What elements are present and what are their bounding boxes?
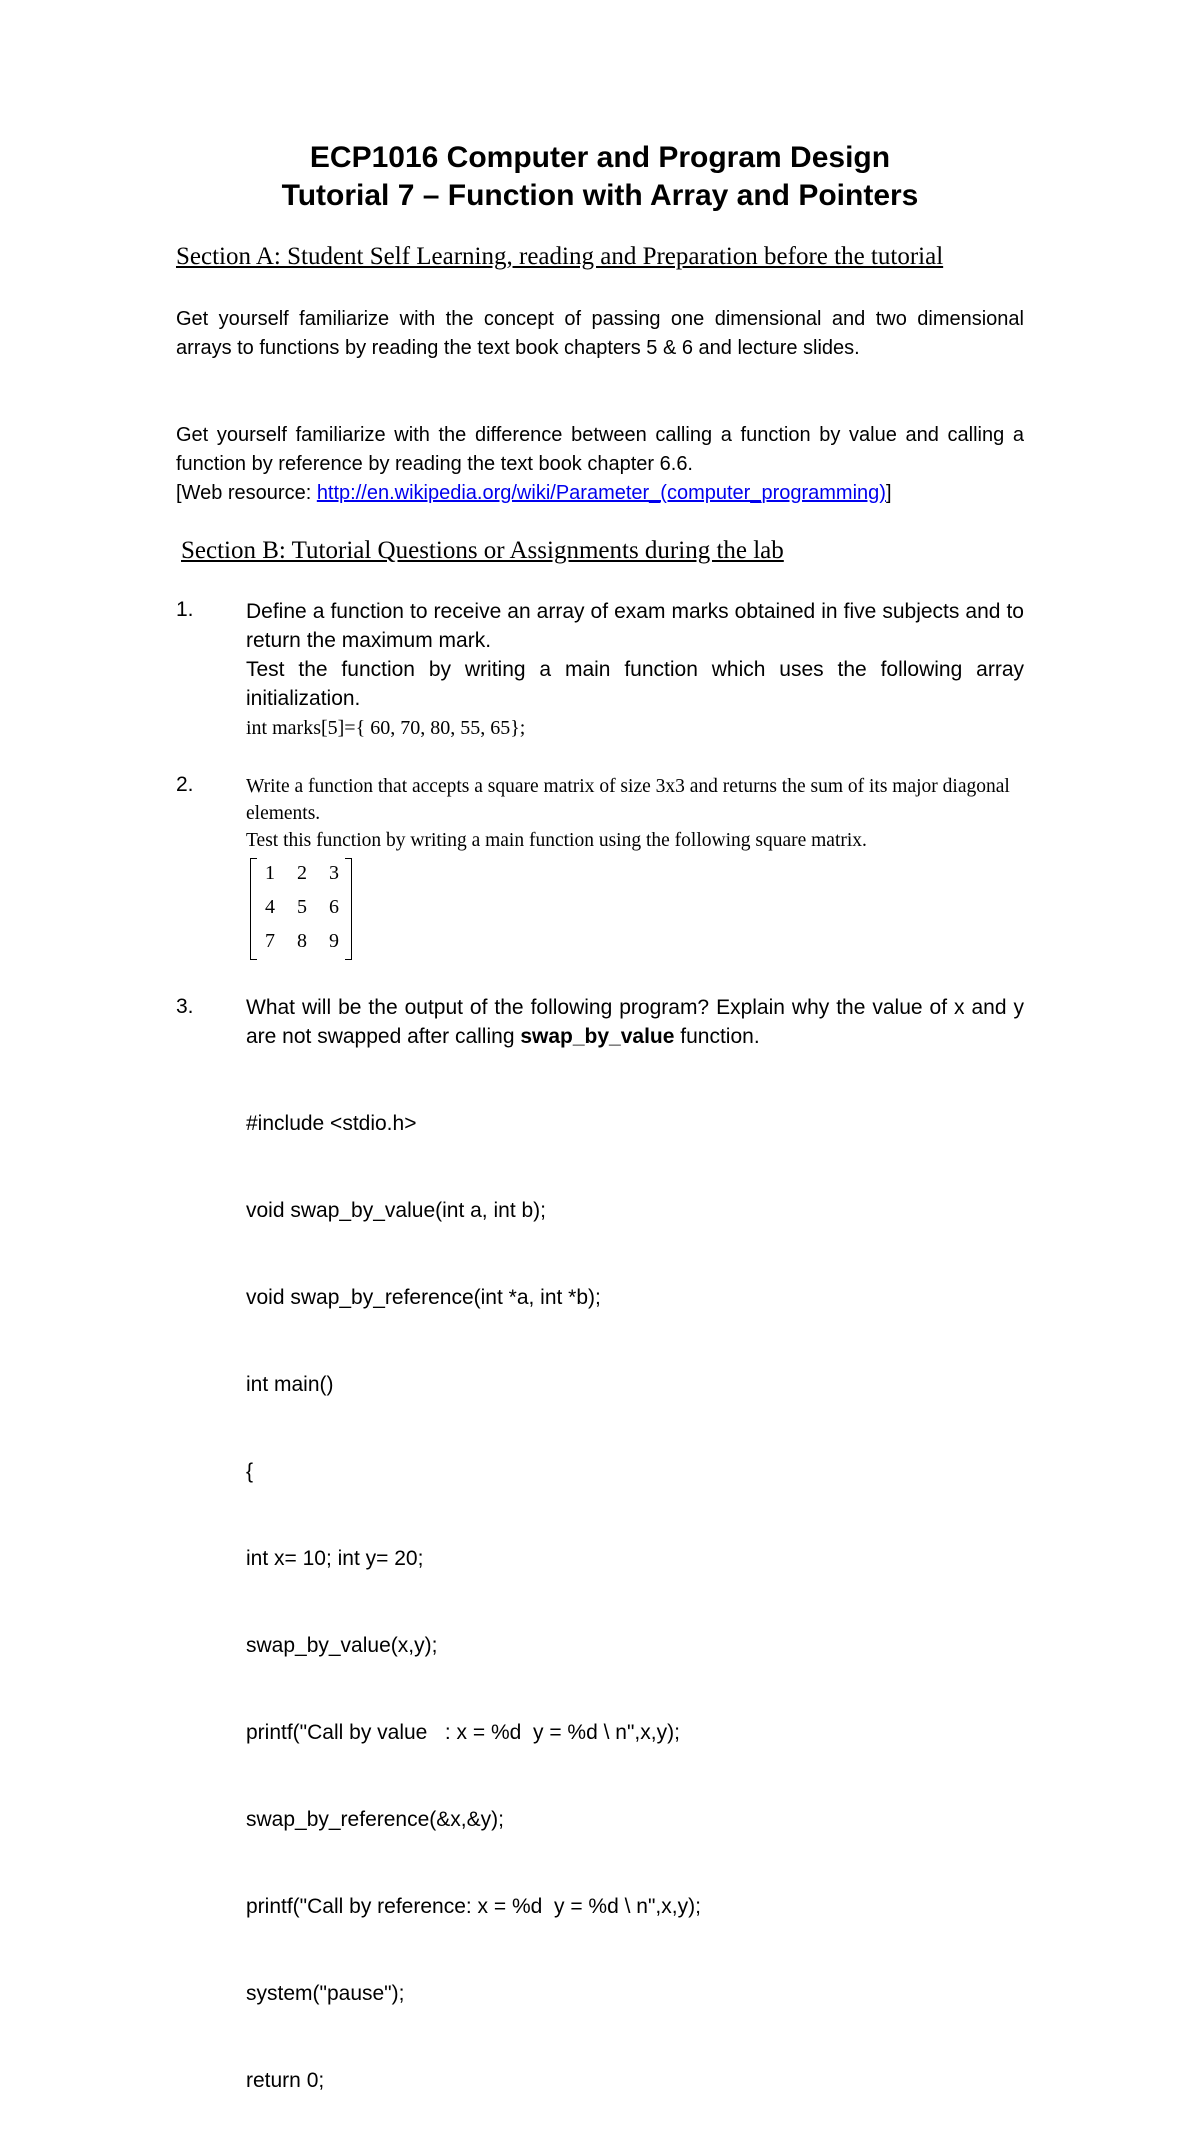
document-title: ECP1016 Computer and Program Design — [309, 141, 891, 174]
question-2-text — [246, 773, 1024, 854]
question-3-code-block — [246, 1051, 1046, 2153]
question-1-number: 1. — [176, 598, 194, 621]
section-a-paragraph-1: Get yourself familiarize with the concept of passing one dimensional and two dimensional arrays to functions by reading the text book chapters 5 & 6 and lecture slides. — [176, 308, 1024, 359]
code-line: return 0; — [246, 2069, 325, 2092]
question-1-line-1: Define a function to receive an array of exam marks obtained in five subjects and to return the maximum mark. — [246, 600, 1024, 652]
question-1-code: int marks[5]={ 60, 70, 80, 55, 65}; — [246, 717, 526, 739]
code-line: { — [246, 1460, 254, 1483]
code-line: int x= 10; int y= 20; — [246, 1547, 424, 1570]
question-3-text-after: function. — [674, 1025, 760, 1048]
web-resource-prefix: [Web resource: — [176, 482, 317, 504]
section-a-heading: Section A: Student Self Learning, reading and Preparation before the tutorial — [176, 243, 944, 270]
matrix-row — [260, 896, 344, 930]
code-line: printf("Call by value : x = %d y = %d \ n",x,y); — [246, 1721, 680, 1744]
code-line: printf("Call by reference: x = %d y = %d \ n",x,y); — [246, 1895, 701, 1918]
matrix-row — [260, 862, 344, 896]
web-resource-link[interactable]: http://en.wikipedia.org/wiki/Parameter_(computer_programming) — [316, 482, 886, 504]
matrix-right-bracket — [345, 858, 352, 960]
question-1-line-2: Test the function by writing a main function which uses the following array initialization. — [246, 658, 1024, 710]
code-line: swap_by_value(x,y); — [246, 1634, 438, 1657]
question-3-text — [246, 993, 1024, 1051]
matrix-cell: 1 — [265, 862, 275, 884]
question-1-text — [246, 597, 1024, 713]
code-line: void swap_by_reference(int *a, int *b); — [246, 1286, 601, 1309]
matrix-row — [260, 930, 344, 964]
question-2-line-1: Write a function that accepts a square matrix of size 3x3 and returns the sum of its major diagonal elements. — [246, 776, 1010, 824]
code-line: system("pause"); — [246, 1982, 405, 2005]
matrix-cell: 2 — [297, 862, 307, 884]
section-a-paragraph-2 — [176, 421, 1024, 508]
question-3-text-bold: swap_by_value — [520, 1025, 675, 1048]
document-subtitle: Tutorial 7 – Function with Array and Pointers — [281, 179, 919, 212]
question-2-line-2: Test this function by writing a main function using the following square matrix. — [246, 830, 867, 851]
matrix-cell: 8 — [297, 930, 307, 952]
matrix-left-bracket — [250, 858, 257, 960]
code-line: #include <stdio.h> — [246, 1112, 417, 1135]
matrix-cell: 7 — [265, 930, 275, 952]
code-line: int main() — [246, 1373, 334, 1396]
code-line: swap_by_reference(&x,&y); — [246, 1808, 504, 1831]
matrix-cell: 5 — [297, 896, 307, 918]
question-2-number: 2. — [176, 773, 194, 796]
matrix-cell: 3 — [329, 862, 339, 884]
question-3-number: 3. — [176, 995, 194, 1018]
matrix-cell: 6 — [329, 896, 339, 918]
matrix-cell: 9 — [329, 930, 339, 952]
section-b-heading: Section B: Tutorial Questions or Assignments during the lab — [181, 537, 784, 564]
matrix-3x3 — [250, 858, 352, 958]
matrix-cell: 4 — [265, 896, 275, 918]
section-a-paragraph-2-text: Get yourself familiarize with the difference between calling a function by value and calling a function by reference by reading the text book chapter 6.6. — [176, 424, 1024, 475]
question-3-text-before: What will be the output of the following program? Explain why the value of x and y are not swapped after calling — [246, 996, 1024, 1048]
code-line: void swap_by_value(int a, int b); — [246, 1199, 546, 1222]
web-resource-suffix: ] — [885, 482, 892, 504]
